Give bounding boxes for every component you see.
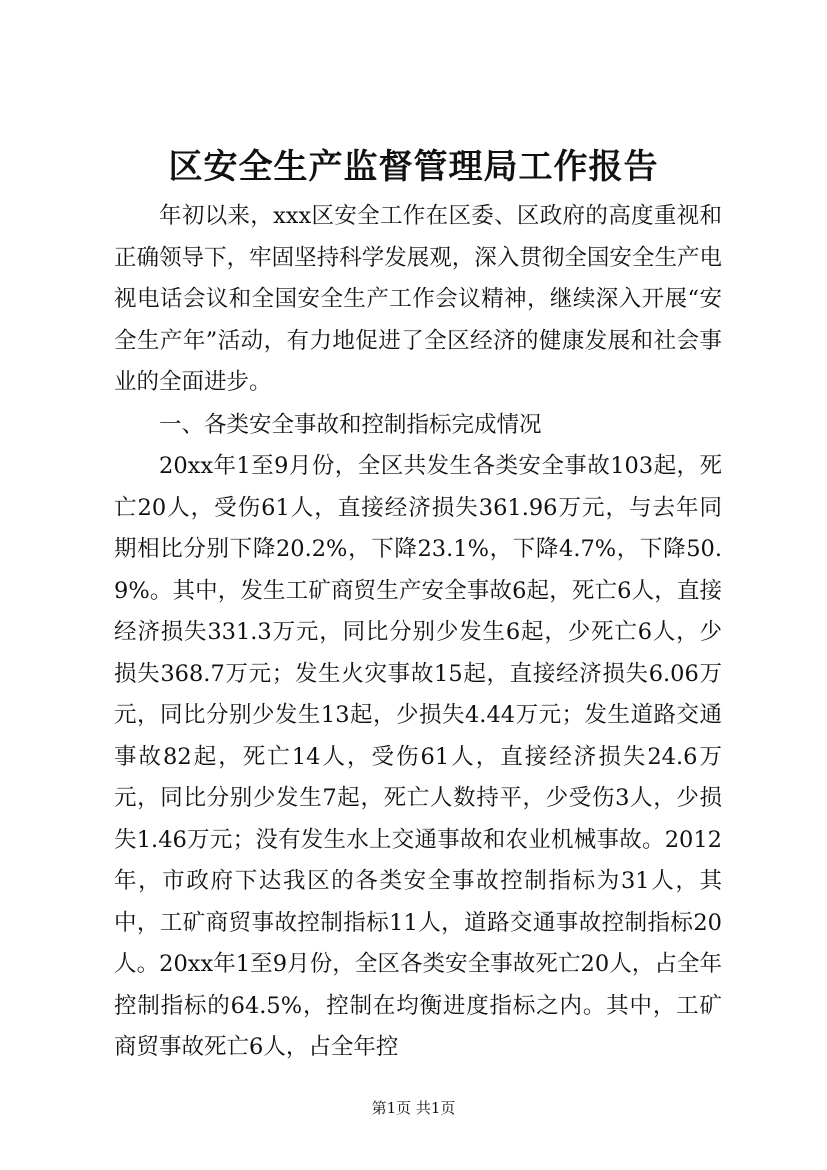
paragraph-statistics: 20xx年1至9月份，全区共发生各类安全事故103起，死亡20人，受伤61人，直接经济损失361.96万元，与去年同期相比分别下降20.2%，下降23.1%，下降4.7%，下降50.9%。其中，发生工矿商贸生产安全事故6起，死亡6人，直接经济损失331.3万元，同比分别少发生6起，少死亡6人，少损失368.7万元；发生火灾事故15起，直接经济损失6.06万元，同比分别少发生13起，少损失4.44万元；发生道路交通事故82起，死亡14人，受伤61人，直接经济损失24.6万元，同比分别少发生7起，死亡人数持平，少受伤3人，少损失1.46万元；没有发生水上交通事故和农业机械事故。2012年，市政府下达我区的各类安全事故控制指标为31人，其中，工矿商贸事故控制指标11人，道路交通事故控制指标20人。20xx年1至9月份，全区各类安全事故死亡20人，占全年控制指标的64.5%，控制在均衡进度指标之内。其中，工矿商贸事故死亡6人，占全年控 bbox=[114, 453, 722, 1060]
document-title: 区安全生产监督管理局工作报告 bbox=[168, 147, 659, 187]
paragraph-intro: 年初以来，xxx区安全工作在区委、区政府的高度重视和正确领导下，牢固坚持科学发展观，深入贯彻全国安全生产电视电话会议和全国安全生产工作会议精神，继续深入开展“安全生产年”活动，有力地促进了全区经济的健康发展和社会事业的全面进步。 bbox=[114, 203, 722, 395]
section-heading: 一、各类安全事故和控制指标完成情况 bbox=[159, 411, 542, 438]
page-footer: 第1页 共1页 bbox=[371, 1099, 456, 1117]
document-body bbox=[114, 196, 722, 1069]
